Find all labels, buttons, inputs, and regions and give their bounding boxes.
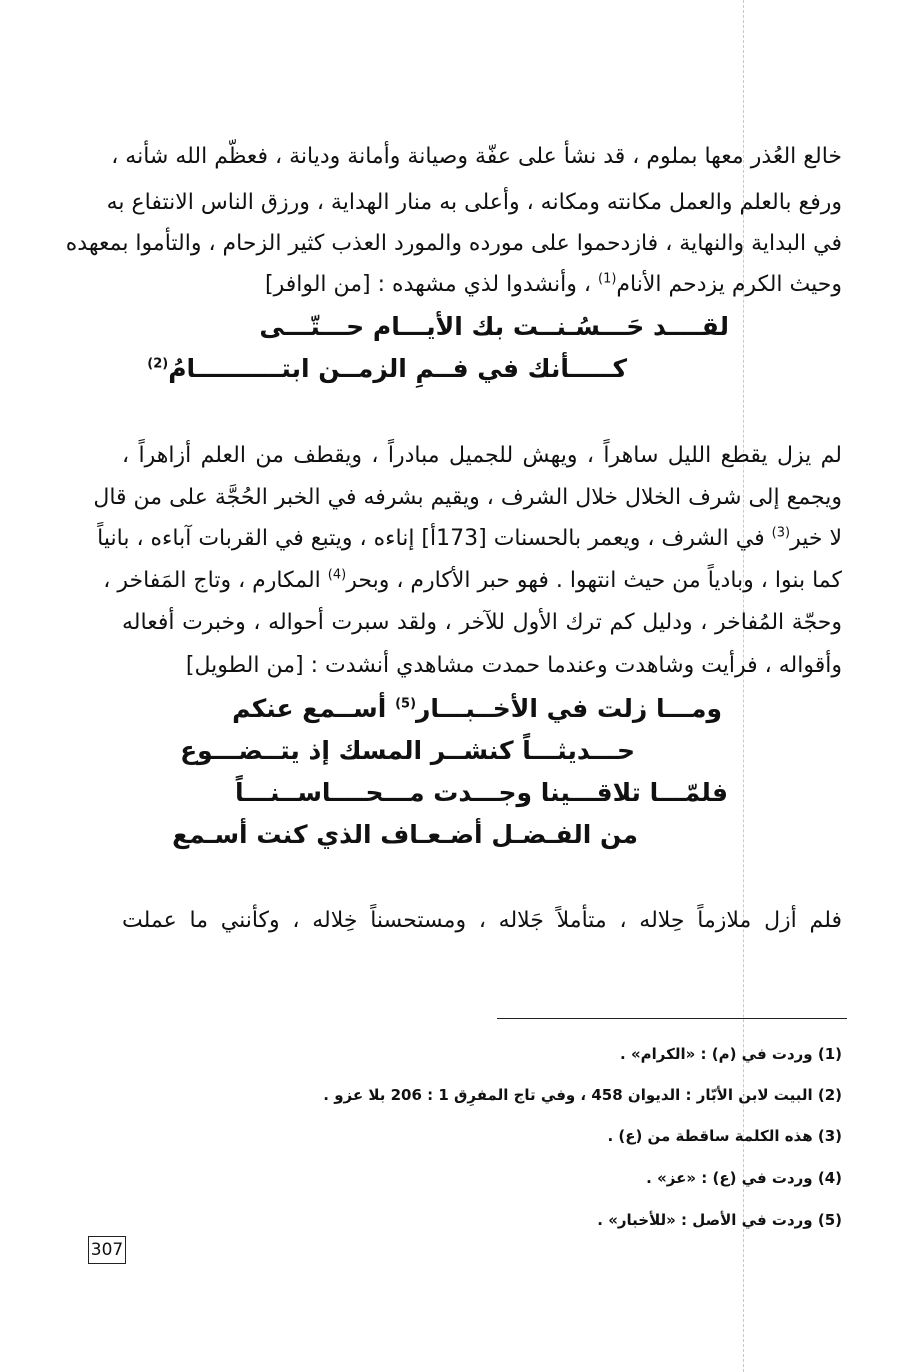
- verse-1-line-1: لقــــد حَـــسُـنــت بك الأيـــام حـــتّـــى: [259, 312, 729, 341]
- paragraph-2-line-5: وحجّة المُفاخر ، ودليل كم ترك الأول للآخر ، ولقد سبرت أحواله ، وخبرت أفعاله: [122, 610, 842, 635]
- paragraph-1-line-2: ورفع بالعلم والعمل مكانته ومكانه ، وأعلى به منار الهداية ، ورزق الناس الانتفاع به: [106, 190, 842, 215]
- footnote-2: (2) البيت لابن الأبّار : الديوان 458 ، وفي تاج المفرِق 1 : 206 بلا عزو .: [323, 1086, 842, 1104]
- footnote-4: (4) وردت في (ع) : «عز» .: [646, 1169, 842, 1187]
- footnote-ref-5: (5): [395, 696, 417, 712]
- paragraph-2-line-6: وأقواله ، فرأيت وشاهدت وعندما حمدت مشاهدي أنشدت : [من الطويل]: [185, 653, 842, 678]
- paragraph-2-line-4-head: كما بنوا ، وبادياً من حيث انتهوا . فهو حبر الأكارم ، وبحر: [346, 568, 842, 593]
- verse-1-line-2: [147, 352, 627, 386]
- paragraph-3-line-1: فلم أزل ملازماً حِلاله ، متأملاً جَلاله ، ومستحسناً خِلاله ، وكأنني ما عملت: [122, 908, 842, 933]
- paragraph-1-line-4-head: وحيث الكرم يزدحم الأنام: [616, 272, 842, 297]
- verse-2-line-3: فلمّـــا تلاقـــينا وجـــدت مـــحــــاســنـــاً: [235, 778, 728, 807]
- paragraph-2-line-4: [103, 566, 842, 596]
- paragraph-2-line-4-tail: المكارم ، وتاج المَفاخر ،: [103, 568, 321, 593]
- page-number: 307: [88, 1236, 126, 1264]
- paragraph-1-line-4-tail: ، وأنشدوا لذي مشهده : [من الوافر]: [265, 272, 591, 297]
- footnote-1: (1) وردت في (م) : «الكرام» .: [620, 1045, 842, 1063]
- footnote-5: (5) وردت في الأصل : «للأخبار» .: [597, 1211, 842, 1229]
- verse-2-line-4: من الفـضـل أضـعـاف الذي كنت أسـمع: [172, 820, 638, 849]
- verse-2-line-1-tail: أســمع عنكم: [232, 694, 387, 723]
- paragraph-2-line-2: ويجمع إلى شرف الخلال خلال الشرف ، ويقيم بشرفه في الخبر الحُجَّة على من قال: [93, 485, 842, 510]
- footnote-ref-2: (2): [147, 356, 169, 372]
- paragraph-2-line-3: [97, 524, 842, 554]
- verse-1-line-2-text: كـــــأنك في فــمِ الزمــن ابتــــــــــامُ: [168, 354, 627, 383]
- paragraph-2-line-3-head: لا خير: [790, 526, 842, 551]
- verse-2-line-1-head: ومـــا زلت في الأخــبـــار: [416, 694, 722, 723]
- paragraph-1-line-1: خالع العُذر معها بملوم ، قد نشأ على عفّة وصيانة وأمانة وديانة ، فعظّم الله شأنه ،: [111, 144, 842, 169]
- verse-2-line-2: حـــديثـــاً كنشــر المسك إذ يتــضـــوع: [180, 736, 635, 765]
- footnote-ref-3: (3): [771, 525, 791, 541]
- paragraph-1-line-4: [122, 270, 842, 300]
- verse-2-line-1: [232, 692, 722, 726]
- footnote-ref-4: (4): [327, 567, 347, 583]
- paragraph-2-line-3-tail: في الشرف ، ويعمر بالحسنات [173أ] إناءه ، ويتبع في القربات آباءه ، بانياً: [97, 526, 765, 551]
- footnote-separator: [497, 1018, 847, 1019]
- paragraph-1-line-3: في البداية والنهاية ، فازدحموا على مورده والمورد العذب كثير الزحام ، والتأموا بمعهده: [65, 231, 842, 256]
- paragraph-2-line-1: لم يزل يقطع الليل ساهراً ، ويهش للجميل مبادراً ، ويقطف من العلم أزاهراً ،: [122, 443, 842, 468]
- footnote-ref-1: (1): [597, 271, 617, 287]
- footnote-3: (3) هذه الكلمة ساقطة من (ع) .: [607, 1127, 842, 1145]
